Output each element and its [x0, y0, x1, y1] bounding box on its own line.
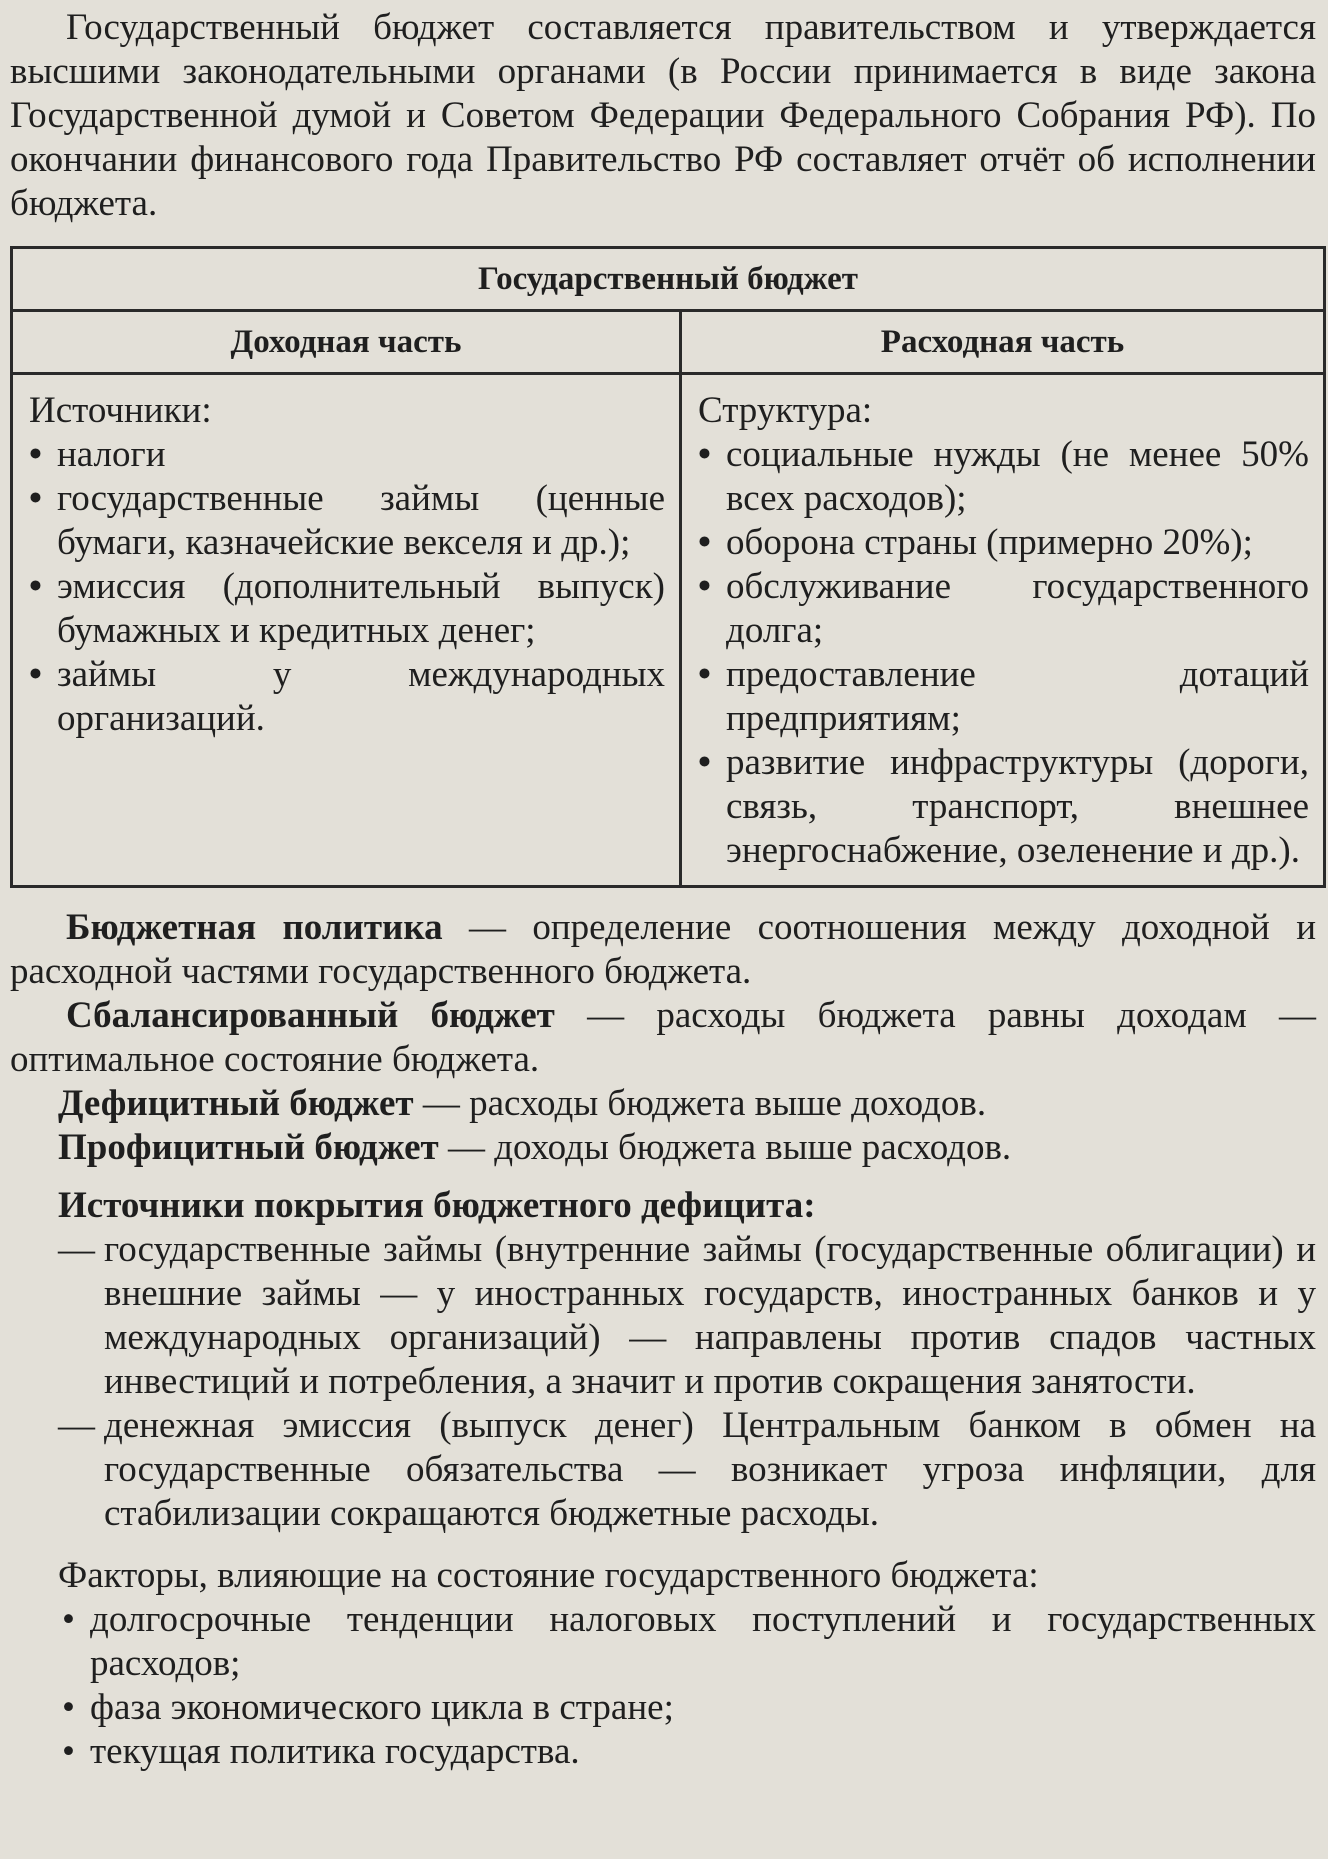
factor-item: • долгосрочные тенденции налоговых поступлений и государственных расходов;: [10, 1598, 1316, 1686]
revenue-header: Доходная часть: [12, 311, 681, 374]
deficit-coverage-heading: Источники покрытия бюджетного дефицита:: [58, 1185, 816, 1226]
deficit-coverage-section: [10, 1184, 1316, 1536]
definition-surplus-budget: [10, 1126, 1316, 1170]
definition-term: Профицитный бюджет: [58, 1127, 439, 1168]
revenue-lead: Источники:: [29, 390, 212, 431]
expenditure-lead: Структура:: [698, 390, 873, 431]
definition-term: Сбалансированный бюджет: [66, 995, 555, 1036]
factors-list: [10, 1598, 1316, 1774]
intro-section: [10, 0, 1316, 226]
deficit-coverage-list: [10, 1228, 1316, 1536]
expenditure-item: • развитие инфраструктуры (дороги, связь, транспорт, внешнее энергоснабжение, озеленение и др.).: [698, 741, 1309, 873]
deficit-coverage-item: — государственные займы (внутренние займы (государственные облигации) и внешние займы — у иностранных государств, иностранных банков и у международных организаций) — направлены против спадов частных инвестиций и потребления, а значит и против сокращения занятости.: [10, 1228, 1316, 1404]
revenue-item: • эмиссия (дополнительный выпуск) бумажных и кредитных денег;: [29, 565, 665, 653]
definition-balanced-budget: [10, 994, 1316, 1082]
definition-term: Бюджетная политика: [66, 907, 443, 948]
definition-text: — доходы бюджета выше расходов.: [438, 1127, 1012, 1168]
factor-item: • текущая политика государства.: [10, 1730, 1316, 1774]
definition-term: Дефицитный бюджет: [58, 1083, 414, 1124]
budget-table-title: Государственный бюджет: [12, 248, 1325, 311]
factors-heading: Факторы, влияющие на состояние государственного бюджета:: [58, 1555, 1039, 1596]
definition-deficit-budget: [10, 1082, 1316, 1126]
deficit-coverage-item: — денежная эмиссия (выпуск денег) Центральным банком в обмен на государственные обязательства — возникает угроза инфляции, для стабилизации сокращаются бюджетные расходы.: [10, 1404, 1316, 1536]
definitions-section: [10, 906, 1316, 1170]
definition-text: — определение соотношения между доходной и расходной частями государственного бюджета.: [10, 907, 1316, 992]
revenue-cell: [12, 374, 681, 887]
expenditure-cell: [681, 374, 1325, 887]
revenue-list: [29, 433, 665, 741]
revenue-item: • государственные займы (ценные бумаги, казначейские векселя и др.);: [29, 477, 665, 565]
expenditure-item: • обслуживание государственного долга;: [698, 565, 1309, 653]
definition-text: — расходы бюджета выше доходов.: [413, 1083, 987, 1124]
budget-table: [10, 246, 1326, 888]
definition-budget-policy: [10, 906, 1316, 994]
expenditure-list: [698, 433, 1309, 873]
expenditure-item: • предоставление дотаций предприятиям;: [698, 653, 1309, 741]
expenditure-header: Расходная часть: [681, 311, 1325, 374]
factor-item: • фаза экономического цикла в стране;: [10, 1686, 1316, 1730]
definition-text: — расходы бюджета равны доходам — оптимальное состояние бюджета.: [10, 995, 1316, 1080]
revenue-item: • налоги: [29, 433, 665, 477]
expenditure-item: • оборона страны (примерно 20%);: [698, 521, 1309, 565]
revenue-item: • займы у международных организаций.: [29, 653, 665, 741]
factors-section: [10, 1554, 1316, 1774]
intro-paragraph: Государственный бюджет составляется правительством и утверждается высшими законодательными органами (в России принимается в виде закона Государственной думой и Советом Федерации Федерального Собрания РФ). По окончании финансового года Правительство РФ составляет отчёт об исполнении бюджета.: [10, 7, 1316, 224]
expenditure-item: • социальные нужды (не менее 50% всех расходов);: [698, 433, 1309, 521]
